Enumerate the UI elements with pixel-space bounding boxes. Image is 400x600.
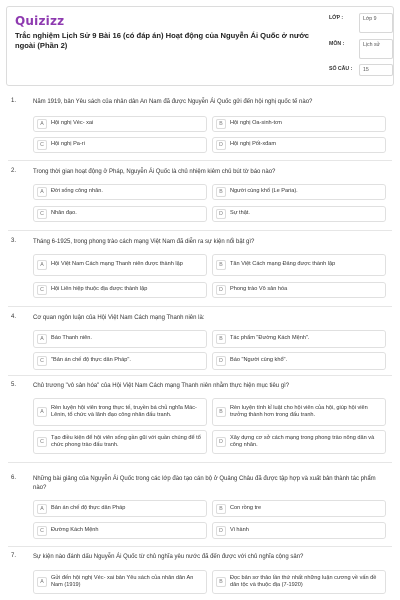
count-value: 15 <box>359 64 393 76</box>
question-number: 3. <box>11 238 17 244</box>
option-text: Hội Việt Nam Cách mạng Thanh niên được thành lập <box>51 261 183 268</box>
option-text: Tân Việt Cách mạng Đảng được thành lập <box>230 261 336 268</box>
option-a[interactable] <box>33 184 207 200</box>
option-b[interactable] <box>212 398 386 426</box>
option-text: Hội nghị Oa-sinh-tơn <box>230 120 282 127</box>
option-text: Tạo điều kiện để hội viên sống gần gũi với quần chúng để tổ chức phong trào đấu tranh. <box>51 434 201 448</box>
question-divider <box>8 306 392 307</box>
option-text: Con rồng tre <box>230 504 262 511</box>
option-a[interactable] <box>33 116 207 132</box>
option-letter: D <box>216 209 226 219</box>
worksheet-header <box>6 6 394 86</box>
question-text: Chủ trương "vô sản hóa" của Hội Việt Nam Cách mạng Thanh niên nhằm thực hiện mục tiêu gì? <box>33 383 290 389</box>
option-d[interactable] <box>212 352 386 370</box>
option-c[interactable] <box>33 352 207 370</box>
class-value: Lớp 9 <box>359 13 393 33</box>
option-b[interactable] <box>212 500 386 517</box>
question-divider <box>8 160 392 161</box>
option-text: Tác phẩm "Đường Kách Mệnh". <box>230 335 310 342</box>
option-a[interactable] <box>33 500 207 517</box>
question-number: 7. <box>11 553 17 559</box>
option-d[interactable] <box>212 137 386 153</box>
option-text: Hội nghị Véc- xai <box>51 120 94 127</box>
question-text: Tháng 6-1925, trong phong trào cách mạng Việt Nam đã diễn ra sự kiện nổi bật gì? <box>33 239 255 245</box>
option-c[interactable] <box>33 206 207 222</box>
worksheet-meta <box>329 13 393 76</box>
option-text: "Bản án chế độ thực dân Pháp". <box>51 357 131 364</box>
option-letter: A <box>37 407 47 417</box>
option-letter: A <box>37 504 47 514</box>
option-letter: B <box>216 119 226 129</box>
option-text: Hội nghị Pốt-xđam <box>230 141 277 148</box>
count-row <box>329 64 393 76</box>
option-letter: C <box>37 209 47 219</box>
option-c[interactable] <box>33 522 207 539</box>
option-letter: A <box>37 334 47 344</box>
option-text: Xây dựng cơ sở cách mạng trong phong trào nông dân và công nhân. <box>230 434 375 448</box>
option-b[interactable] <box>212 116 386 132</box>
option-text: Báo "Người cùng khổ". <box>230 357 288 364</box>
option-text: Báo Thanh niên. <box>51 335 92 342</box>
option-b[interactable] <box>212 184 386 200</box>
option-letter: D <box>216 437 226 447</box>
class-row <box>329 13 393 39</box>
worksheet-title: Trắc nghiệm Lịch Sử 9 Bài 16 (có đáp án) Hoạt động của Nguyễn Ái Quốc ở nước ngoài (Phần 2) <box>15 31 309 50</box>
option-c[interactable] <box>33 282 207 298</box>
option-a[interactable] <box>33 254 207 276</box>
option-letter: C <box>37 526 47 536</box>
question-divider <box>8 375 392 376</box>
option-letter: D <box>216 356 226 366</box>
question-number: 1. <box>11 98 17 104</box>
option-text: Người cùng khổ (Le Paria). <box>230 188 298 195</box>
count-label: SỐ CÂU : <box>329 66 353 72</box>
option-text: Rèn luyện hội viên trong thực tế, truyền bá chủ nghĩa Mác-Lênin, tổ chức và lãnh đạo công nhân đấu tranh. <box>51 404 197 418</box>
question-text: Năm 1919, bản Yêu sách của nhân dân An Nam đã được Nguyễn Ái Quốc gửi đến hội nghị quốc tế nào? <box>33 99 313 105</box>
option-b[interactable] <box>212 570 386 594</box>
option-a[interactable] <box>33 570 207 594</box>
option-text: Nhân đạo. <box>51 210 77 217</box>
question-text: Cơ quan ngôn luận của Hội Việt Nam Cách mạng Thanh niên là: <box>33 315 205 321</box>
option-a[interactable] <box>33 398 207 426</box>
subject-row <box>329 39 393 64</box>
option-d[interactable] <box>212 282 386 298</box>
option-letter: A <box>37 260 47 270</box>
option-letter: C <box>37 140 47 150</box>
option-text: Phong trào Vô sản hóa <box>230 286 288 293</box>
option-letter: B <box>216 187 226 197</box>
option-letter: B <box>216 260 226 270</box>
option-letter: D <box>216 140 226 150</box>
option-text: Đọc bản sơ thảo lần thứ nhất những luận cương về vấn đề dân tộc và thuộc địa (7-1920) <box>230 574 377 588</box>
option-letter: C <box>37 285 47 295</box>
option-text: Hội Liên hiệp thuộc địa được thành lập <box>51 286 148 293</box>
option-letter: D <box>216 285 226 295</box>
option-d[interactable] <box>212 522 386 539</box>
option-letter: C <box>37 437 47 447</box>
question-divider <box>8 546 392 547</box>
question-text: Sự kiện nào đánh dấu Nguyễn Ái Quốc từ chủ nghĩa yêu nước đã đến được với chủ nghĩa cộng sản? <box>33 554 304 560</box>
question-text: Trong thời gian hoạt động ở Pháp, Nguyễn Ái Quốc là chủ nhiệm kiêm chủ bút tờ báo nào? <box>33 169 276 175</box>
option-letter: C <box>37 356 47 366</box>
option-letter: A <box>37 577 47 587</box>
option-b[interactable] <box>212 330 386 348</box>
option-text: Bản án chế độ thực dân Pháp <box>51 504 126 511</box>
option-text: Hội nghị Pa-ri <box>51 141 85 148</box>
option-letter: B <box>216 334 226 344</box>
option-c[interactable] <box>33 137 207 153</box>
option-letter: B <box>216 407 226 417</box>
subject-value: Lịch sử <box>359 39 393 59</box>
option-b[interactable] <box>212 254 386 276</box>
class-label: LỚP : <box>329 15 344 21</box>
option-text: Rèn luyện tính kỉ luật cho hội viên của hội, giúp hội viên trưởng thành hơn trong đấu tranh. <box>230 404 368 418</box>
option-text: Vi hành <box>230 526 249 533</box>
question-number: 4. <box>11 314 17 320</box>
question-number: 6. <box>11 475 17 481</box>
option-letter: A <box>37 187 47 197</box>
option-letter: B <box>216 504 226 514</box>
question-number: 5. <box>11 382 17 388</box>
quizizz-logo[interactable]: Quizizz <box>15 14 65 28</box>
option-c[interactable] <box>33 430 207 454</box>
option-d[interactable] <box>212 430 386 454</box>
question-text: Những bài giảng của Nguyễn Ái Quốc trong các lớp đào tạo cán bộ ở Quảng Châu đã được tập hợp và xuất bản thành tác phẩm nào? <box>33 476 376 491</box>
option-text: Sự thật. <box>230 210 250 217</box>
option-text: Gửi đến hội nghị Véc- xai bản Yêu sách của nhân dân An Nam (1919) <box>51 574 194 588</box>
subject-label: MÔN : <box>329 41 345 47</box>
question-divider <box>8 230 392 231</box>
option-d[interactable] <box>212 206 386 222</box>
option-text: Đời sống công nhân. <box>51 188 103 195</box>
option-text: Đường Kách Mệnh <box>51 526 99 533</box>
option-a[interactable] <box>33 330 207 348</box>
question-number: 2. <box>11 168 17 174</box>
option-letter: D <box>216 526 226 536</box>
option-letter: A <box>37 119 47 129</box>
option-letter: B <box>216 577 226 587</box>
question-divider <box>8 462 392 463</box>
